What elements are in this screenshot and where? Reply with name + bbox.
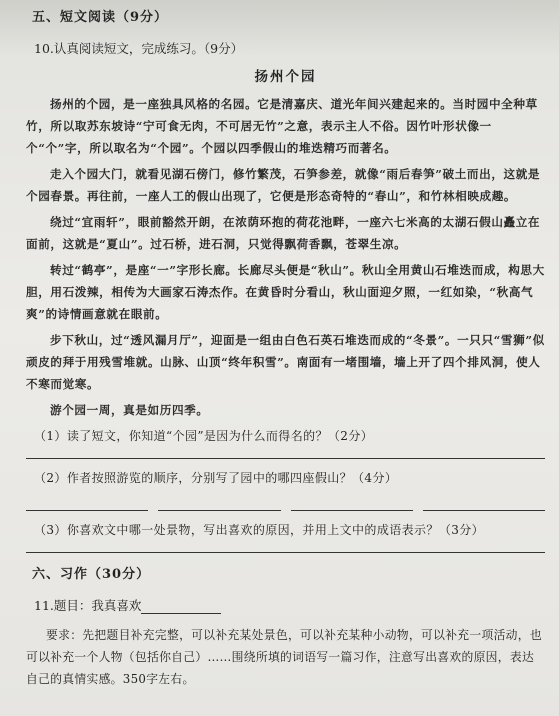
section6-title: 六、习作（30分） xyxy=(32,567,151,582)
sub-question-1: （1）读了短文，你知道“个园”是因为什么而得名的？（2分） xyxy=(34,429,374,443)
article-paragraph: 扬州的个园，是一座独具风格的名园。它是清嘉庆、道光年间兴建起来的。当时园中全种草竹，所以取苏东坡诗“宁可食无肉，不可居无竹”之意，表示主人不俗。因竹叶形状像一个“个”字，所以取名为“个园”。个园以四季假山的堆迭精巧而著名。 xyxy=(26,97,538,155)
q11-prompt xyxy=(34,596,545,614)
writing-requirement: 要求：先把题目补充完整，可以补充某处景色，可以补充某种小动物，可以补充一项活动，也可以补充一个人物（包括你自己）……围绕所填的词语写一篇习作，注意写出喜欢的原因，表达自己的真情实感。350字左右。 xyxy=(26,628,542,686)
answer-blank[interactable] xyxy=(291,496,413,511)
answer-blank[interactable] xyxy=(26,496,148,511)
answer-blank[interactable] xyxy=(423,496,545,511)
q11-label: 11.题目：我真喜欢 xyxy=(34,598,142,613)
sub-question-3: （3）你喜欢文中哪一处景物，写出喜欢的原因，并用上文中的成语表示？（3分） xyxy=(34,523,485,537)
title-blank[interactable] xyxy=(141,601,221,614)
answer-blank[interactable] xyxy=(158,496,280,511)
article-title: 扬州个园 xyxy=(254,69,317,85)
article-paragraph: 绕过“宜雨轩”，眼前豁然开朗，在浓荫环抱的荷花池畔，一座六七米高的太湖石假山矗立在面前，这就是“夏山”。过石桥，进石洞，只觉得飘荷香飘，苍翠生凉。 xyxy=(26,215,541,251)
article-paragraph: 走入个园大门，就看见湖石傍门，修竹繁茂，石笋参差，就像“雨后春笋”破土而出，这就是个园春景。再往前，一座人工的假山出现了，它便是形态奇特的“春山”，和竹林相映成趣。 xyxy=(26,167,541,203)
answer-line-1[interactable] xyxy=(26,444,545,459)
answer-blanks-2 xyxy=(26,496,545,511)
article-paragraph: 转过“鹤亭”，是座“一”字形长廊。长廊尽头便是“秋山”。秋山全用黄山石堆迭而成，构思大胆，用石泼辣，相传为大画家石涛杰作。在黄昏时分看山，秋山面迎夕照，一红如染，“秋高气爽”的诗情画意就在眼前。 xyxy=(26,263,545,321)
section5-title: 五、短文阅读（9分） xyxy=(32,10,169,25)
q10-head: 10.认真阅读短文，完成练习。（9分） xyxy=(34,41,244,56)
sub-question-2: （2）作者按照游览的顺序，分别写了园中的哪四座假山？（4分） xyxy=(34,471,398,485)
article-paragraph: 步下秋山，过“透风漏月厅”，迎面是一组由白色石英石堆迭而成的“冬景”。一只只“雪狮”似顽皮的拜于用残雪堆就。山脉、山顶“终年积雪”。南面有一堵围墙，墙上开了四个排风洞，使人不寒而觉寒。 xyxy=(26,333,545,391)
article-paragraph: 游个园一周，真是如历四季。 xyxy=(50,403,209,417)
answer-line-3[interactable] xyxy=(26,538,545,553)
